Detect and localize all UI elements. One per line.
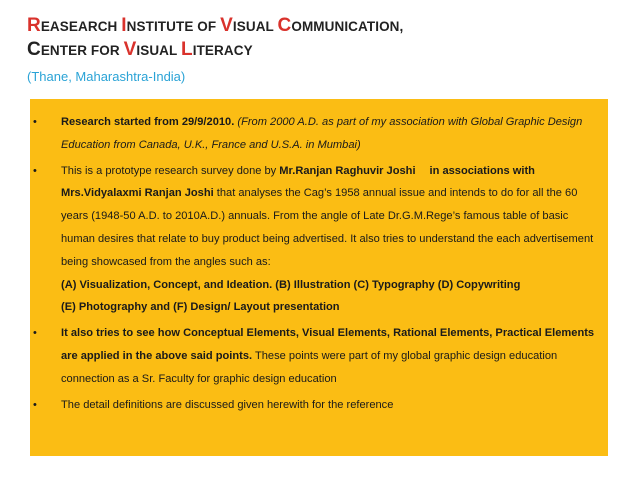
location-subtitle: (Thane, Maharashtra-India) bbox=[27, 69, 186, 84]
research-start-text: Research started from 29/9/2010. bbox=[61, 116, 235, 128]
title-line-2 bbox=[27, 38, 403, 62]
title-initial: V bbox=[220, 15, 233, 36]
bullet-icon: • bbox=[33, 116, 37, 128]
list-item bbox=[30, 111, 608, 157]
list-item bbox=[30, 394, 608, 417]
co-author-text: in associations with Mrs.Vidyalaxmi Ranjan Joshi bbox=[61, 164, 535, 200]
survey-description: that analyses the Cag’s 1958 annual issue and intends to do for all the 60 years (1948-50 A.D. to 2010A.D.) annuals. From the angle of Late Dr.G.M.Rege’s famous table of basic human desires that relate to buy product being advertised. It also tries to understand the each advertisement being showcased from the angles such as: bbox=[61, 187, 594, 268]
title-word: ITERACY bbox=[192, 43, 253, 58]
title-word: OMMUNICATION, bbox=[291, 19, 404, 34]
title-word: ISUAL bbox=[232, 19, 274, 34]
content-panel bbox=[30, 99, 608, 456]
bullet-list bbox=[30, 99, 608, 416]
title-word: ISUAL bbox=[136, 43, 178, 58]
elements-text: It also tries to see how Conceptual Elements, Visual Elements, Rational Elements, Practical Elements are applied in the above said points. bbox=[61, 327, 595, 362]
bullet-icon: • bbox=[33, 327, 37, 340]
angles-list-e-f: (E) Photography and (F) Design/ Layout presentation bbox=[61, 301, 340, 314]
author-name: Mr.Ranjan Raghuvir Joshi bbox=[279, 164, 416, 177]
faculty-note: These points were part of my global graphic design education connection as a Sr. Faculty for graphic design education bbox=[61, 349, 558, 385]
title-word: EASEARCH bbox=[40, 19, 118, 34]
title-initial: C bbox=[277, 15, 292, 36]
title-initial: L bbox=[181, 39, 193, 60]
title-initial: R bbox=[27, 15, 41, 36]
bullet-icon: • bbox=[33, 398, 37, 411]
research-origin-note: (From 2000 A.D. as part of my association with Global Graphic Design Education from Canada, U.K., France and U.S.A. in Mumbai) bbox=[61, 116, 583, 151]
title-initial: V bbox=[123, 39, 137, 60]
angles-list-a-d: (A) Visualization, Concept, and Ideation. (B) Illustration (C) Typography (D) Copywriting bbox=[61, 278, 521, 291]
slide-title bbox=[27, 14, 403, 62]
list-item bbox=[30, 160, 608, 320]
title-word: ENTER FOR bbox=[40, 43, 120, 58]
title-initial: I bbox=[121, 15, 127, 36]
title-line-1 bbox=[27, 14, 403, 38]
title-initial: C bbox=[27, 39, 41, 60]
bullet-icon: • bbox=[33, 164, 37, 177]
survey-intro-text: This is a prototype research survey done by bbox=[61, 164, 280, 177]
list-item bbox=[30, 322, 608, 390]
definitions-note: The detail definitions are discussed given herewith for the reference bbox=[61, 398, 394, 411]
title-word: NSTITUTE OF bbox=[126, 19, 217, 34]
